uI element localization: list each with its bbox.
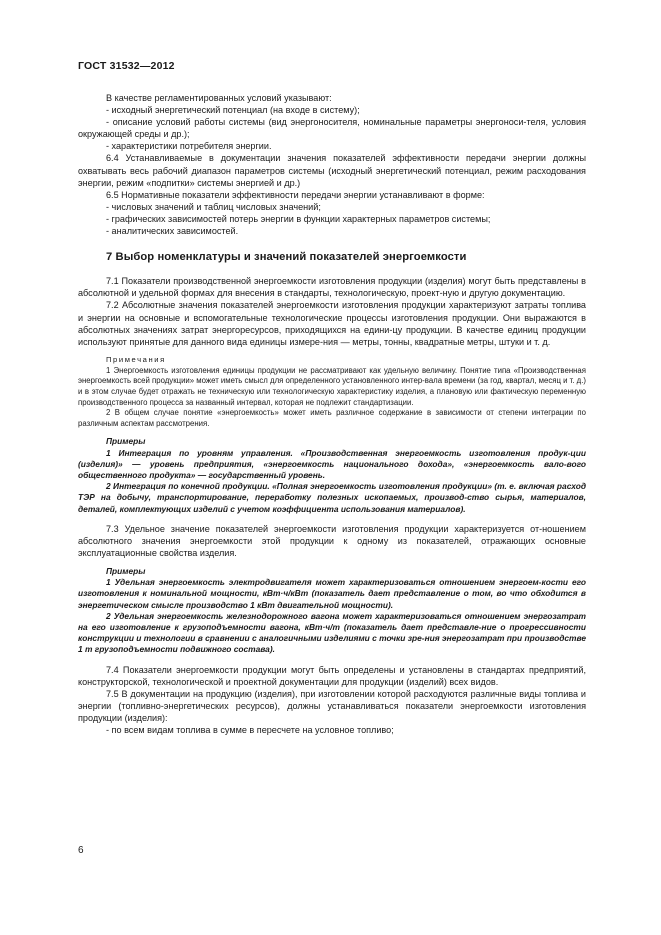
paragraph-7-4: 7.4 Показатели энергоемкости продукции могут быть определены и установлены в стандартах предприятий, конструкторской, технологической и проектной документации для продукции (изделий) всех видов. <box>78 664 586 687</box>
intro-lead: В качестве регламентированных условий указывают: <box>106 93 332 103</box>
intro-item: - исходный энергетический потенциал (на входе в систему); <box>106 105 360 116</box>
intro-item: - описание условий работы системы (вид энергоносителя, номинальные параметры энергоноси-теля, условия окружающей среды и др.); <box>78 117 586 140</box>
paragraph-7-3: 7.3 Удельное значение показателей энергоемкости изготовления продукции характеризуется от-ношением абсолютного значения энергоемкости этой продукции к одному из показателей, отражающих основные эксплуатационные свойства изделия. <box>78 523 586 558</box>
example-item: 1 Интеграция по уровням управления. «Производственная энергоемкость изготовления продук-ции (изделия)» — уровень предприятия, «энергоемкость национального дохода», «энергоемкость вало-вого общественного продукта» — государственный уровень. <box>78 447 586 480</box>
paragraph-7-5: 7.5 В документации на продукцию (изделия), при изготовлении которой расходуются различные виды топлива и энергии (топливно-энергетических ресурсов), должны устанавливаться показатели энергоемкости изготовления продукции (изделия): <box>78 688 586 723</box>
paragraph-7-2: 7.2 Абсолютные значения показателей энергоемкости изготовления продукции характеризуют затраты топлива и энергии на основные и вспомогательные технологические процессы изготовления продукции. Они выражаются в абсолютных значениях затрат энергоресурсов, приходящихся на едини-цу продукции. В качестве единиц продукции используют принятые для данного вида единицы измере-ния — метры, тонны, квадратные метры, штуки и т. д. <box>78 300 586 347</box>
page-body <box>78 92 586 736</box>
examples-label: Примеры <box>106 436 146 447</box>
notes-label: Примечания <box>106 354 166 364</box>
intro-item: - характеристики потребителя энергии. <box>106 141 272 152</box>
note-item: 1 Энергоемкость изготовления единицы продукции не рассматривают как удельную величину. Понятие типа «Производственная энергоемкость всей продукции» может иметь смысл для определенного установленного интер-вала времени (за год, квартал, месяц и т. д.) и в этом случае будет отражать не техническую или технологическую характеристику изделия, а плановую или фактическую переменную производственного процесса за названный интервал, которая не подлежит стандартизации. <box>78 365 586 407</box>
list-item: - числовых значений и таблиц числовых значений; <box>106 201 321 212</box>
paragraph-6-5-lead: 6.5 Нормативные показатели эффективности передачи энергии устанавливают в форме: <box>106 189 485 200</box>
section-7-heading: 7 Выбор номенклатуры и значений показателей энергоемкости <box>106 251 467 264</box>
list-item: - по всем видам топлива в сумме в пересчете на условное топливо; <box>106 725 394 736</box>
list-item: - графических зависимостей потерь энергии в функции характерных параметров системы; <box>106 213 491 224</box>
document-header: ГОСТ 31532—2012 <box>78 60 175 72</box>
paragraph-6-4: 6.4 Устанавливаемые в документации значения показателей эффективности передачи энергии должны охватывать весь рабочий диапазон параметров системы (исходный энергетический потенциал, режим расходования энергии, режим «подпитки» системы энергией и др.) <box>78 153 586 188</box>
example-item: 2 Интеграция по конечной продукции. «Полная энергоемкость изготовления продукции» (т. е. включая расход ТЭР на добычу, транспортирование, переработку полезных ископаемых, производ-ство сырья, материалов, деталей, комплектующих изделий с учетом коэффициента использования материалов). <box>78 481 586 514</box>
page-number: 6 <box>78 845 84 856</box>
example-item: 2 Удельная энергоемкость железнодорожного вагона может характеризоваться отношением энергозатрат на его изготовление к грузоподъемности вагона, кВт·ч/т (показатель дает представле-ние о прогрессивности конструкции и технологии в сравнении с аналогичными изделиями с точки зре-ния энергозатрат при производстве 1 т грузоподъемности подвижного состава). <box>78 610 586 655</box>
examples-label: Примеры <box>106 566 146 577</box>
list-item: - аналитических зависимостей. <box>106 226 239 237</box>
example-item: 1 Удельная энергоемкость электродвигателя может характеризоваться отношением энергоем-кости его изготовления к номинальной мощности, кВт·ч/кВт (показатель дает представление о том, во что обходится в энергетическом смысле производство 1 кВт двигательной мощности). <box>78 577 586 610</box>
paragraph-7-1: 7.1 Показатели производственной энергоемкости изготовления продукции (изделия) могут быть представлены в абсолютной и удельной формах для внесения в стандарты, технологическую, проект-ную и другую документацию. <box>78 276 586 299</box>
note-item: 2 В общем случае понятие «энергоемкость» может иметь различное содержание в зависимости от степени интеграции по различным аспектам рассмотрения. <box>78 408 586 428</box>
